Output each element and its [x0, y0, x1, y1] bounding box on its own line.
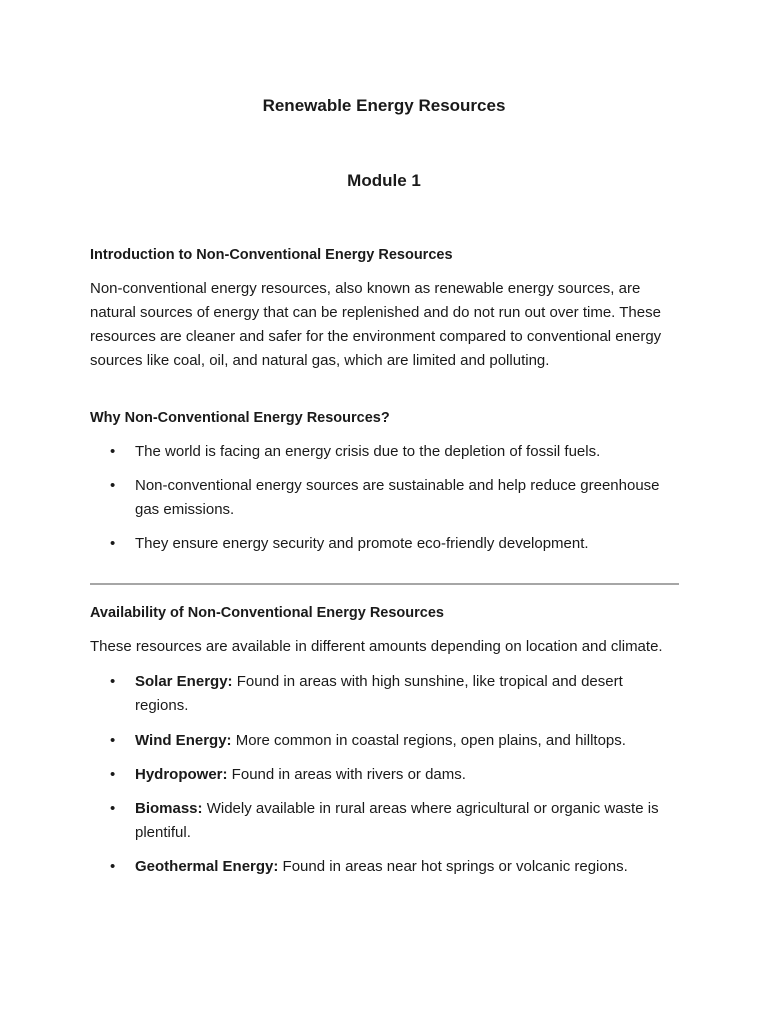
list-item-text: Found in areas with rivers or dams.	[227, 766, 466, 783]
list-item	[90, 763, 680, 787]
availability-heading: Availability of Non-Conventional Energy Resources	[90, 605, 444, 621]
list-item-text: Found in areas near hot springs or volcanic regions.	[278, 858, 628, 875]
availability-paragraph: These resources are available in different amounts depending on location and climate.	[90, 638, 663, 655]
list-item	[90, 670, 680, 718]
bullet-icon: •	[110, 800, 116, 817]
document-title: Renewable Energy Resources	[262, 96, 506, 115]
list-item	[90, 797, 680, 845]
why-heading: Why Non-Conventional Energy Resources?	[90, 410, 390, 426]
availability-bullet-list	[90, 670, 680, 879]
list-item	[90, 474, 680, 522]
intro-heading: Introduction to Non-Conventional Energy Resources	[90, 247, 453, 263]
list-item	[90, 440, 680, 464]
why-section	[90, 406, 680, 556]
availability-section	[90, 601, 680, 879]
bullet-icon: •	[110, 443, 116, 460]
list-item-label: Hydropower:	[135, 766, 228, 783]
why-bullet-list	[90, 440, 680, 556]
intro-paragraph: Non-conventional energy resources, also known as renewable energy sources, are natural sources of energy that can be replenished and do not run out over time. These resources are cleaner and safer for the environment compared to conventional energy sources like coal, oil, and natural gas, which are limited and polluting.	[90, 280, 662, 369]
list-item-label: Biomass:	[135, 800, 203, 817]
list-item-text: Non-conventional energy sources are sustainable and help reduce greenhouse gas emissions.	[135, 477, 660, 518]
list-item-text: Found in areas with high sunshine, like tropical and desert regions.	[135, 673, 623, 714]
list-item	[90, 729, 680, 753]
module-title: Module 1	[347, 171, 421, 190]
bullet-icon: •	[110, 477, 116, 494]
list-item	[90, 532, 680, 556]
horizontal-divider	[90, 583, 679, 585]
bullet-icon: •	[110, 858, 116, 875]
bullet-icon: •	[110, 732, 116, 749]
bullet-icon: •	[110, 673, 116, 690]
bullet-icon: •	[110, 766, 116, 783]
list-item-text: They ensure energy security and promote eco-friendly development.	[135, 535, 589, 552]
list-item-label: Wind Energy:	[135, 732, 232, 749]
list-item-text: More common in coastal regions, open plains, and hilltops.	[231, 732, 626, 749]
list-item	[90, 855, 680, 879]
list-item-label: Solar Energy:	[135, 673, 233, 690]
list-item-text: The world is facing an energy crisis due to the depletion of fossil fuels.	[135, 443, 601, 460]
list-item-text: Widely available in rural areas where agricultural or organic waste is plentiful.	[135, 800, 659, 841]
bullet-icon: •	[110, 535, 116, 552]
intro-section	[90, 243, 680, 373]
list-item-label: Geothermal Energy:	[135, 858, 279, 875]
